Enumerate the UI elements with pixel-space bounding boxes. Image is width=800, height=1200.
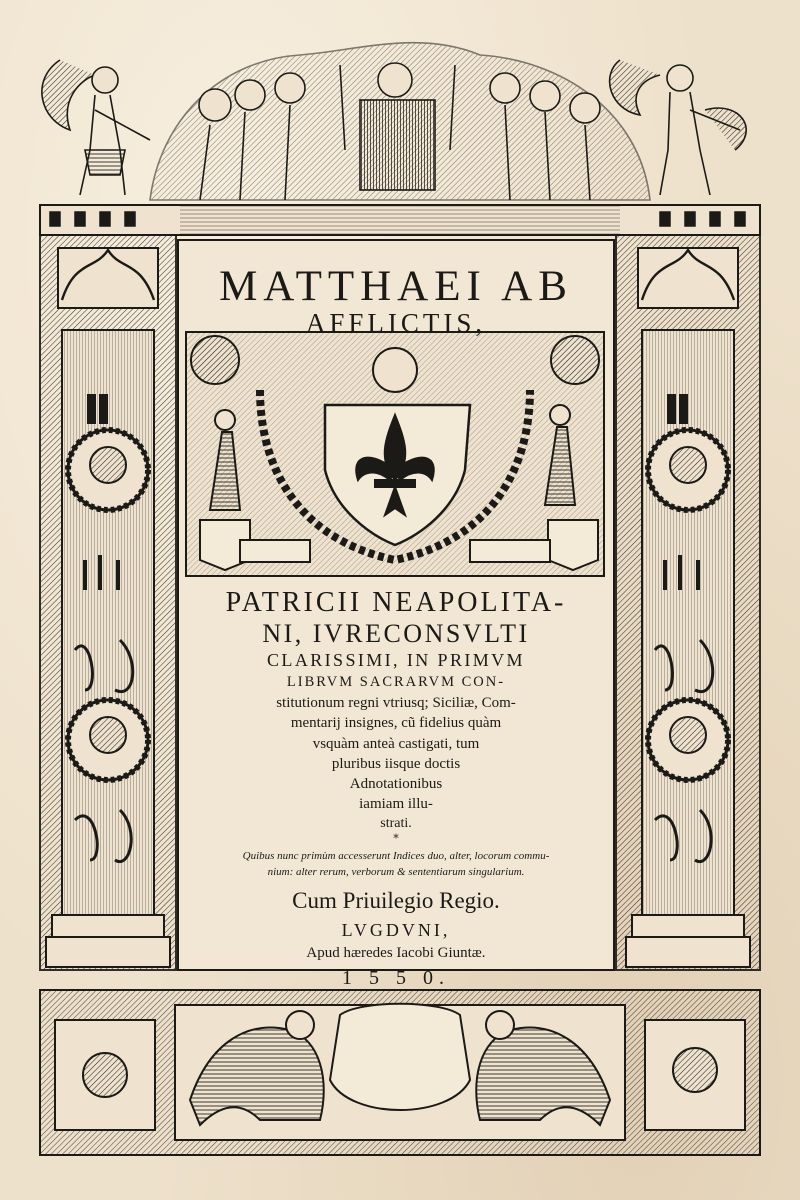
title-line: mentarij insignes, cũ fidelius quàm (290, 715, 502, 731)
title-line: CLARISSIMI, IN PRIMVM (267, 650, 525, 670)
bottom-base-woodcut (40, 990, 760, 1155)
author-name-line2: AFFLICTIS, (305, 308, 487, 338)
ornament-asterisk: * (393, 832, 399, 845)
title-page-text (178, 240, 614, 989)
title-line: LIBRVM SACRARVM CON- (286, 674, 506, 690)
royal-privilege: Cum Priuilegio Regio. (292, 888, 500, 913)
top-scene-woodcut (150, 43, 650, 200)
title-line: Adnotationibus (349, 776, 443, 792)
imprint-place: LVGDVNI, (341, 920, 451, 940)
imprint-year: 1 5 5 0. (342, 967, 450, 989)
indices-note-line2: nium: alter rerum, verborum & sententiarum singularium. (267, 866, 525, 878)
title-line: vsquàm anteà castigati, tum (312, 736, 480, 752)
title-line: PATRICII NEAPOLITA- (225, 587, 567, 618)
imprint-printer: Apud hæredes Iacobi Giuntæ. (306, 945, 486, 961)
left-column (40, 235, 176, 970)
title-line: pluribus iisque doctis (331, 756, 461, 772)
indices-note-line1: Quibus nunc primùm accesserunt Indices duo, alter, locorum commu- (242, 850, 550, 862)
title-line: NI, IVRECONSVLTI (262, 619, 530, 648)
title-line: strati. (380, 816, 412, 831)
title-line: stitutionum regni vtriusq; Siciliæ, Com- (276, 695, 516, 711)
left-angel-figure (42, 60, 150, 195)
title-line: iamiam illu- (359, 796, 433, 812)
author-name-line1: MATTHAEI AB (219, 263, 573, 310)
right-column (616, 235, 760, 970)
